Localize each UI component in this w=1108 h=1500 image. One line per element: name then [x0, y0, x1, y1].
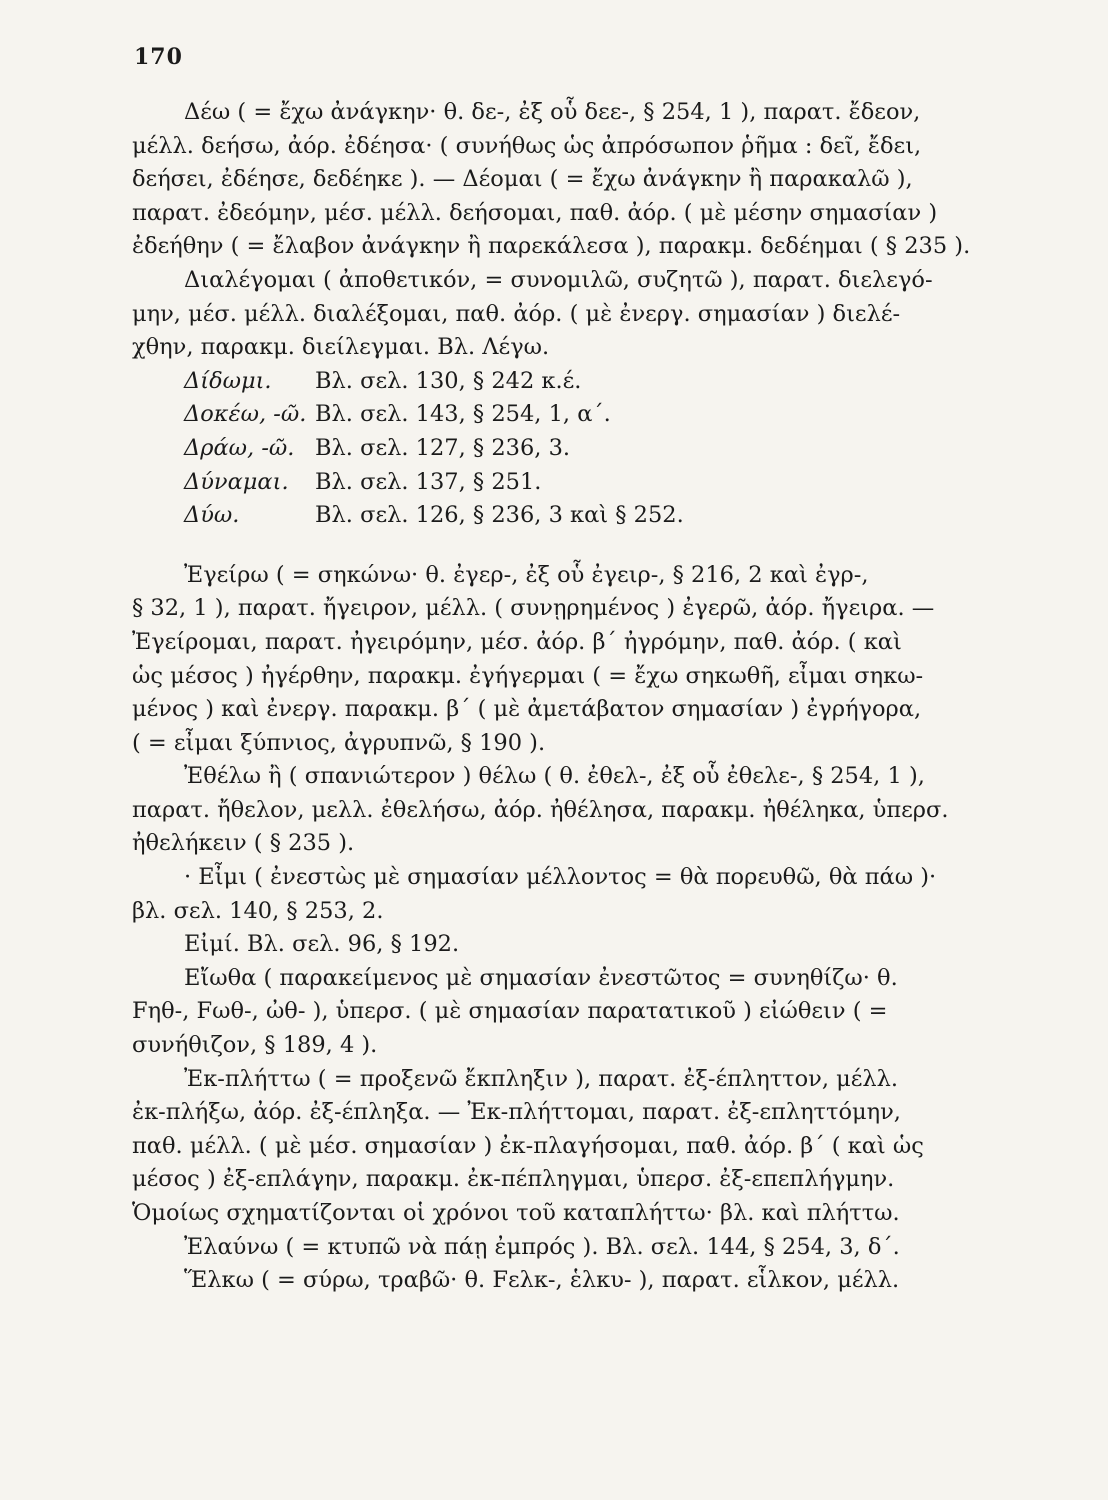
- text-line: ἐδεήθην ( = ἔλαβον ἀνάγκην ἢ παρεκάλεσα ), παρακμ. δεδέημαι ( § 235 ).: [132, 233, 971, 260]
- text-line: μέλλ. δεήσω, ἀόρ. ἐδέησα· ( συνήθως ὡς ἀπρόσωπον ῥῆμα : δεῖ, ἔδει,: [132, 132, 922, 159]
- text-line: Ἐγείρω ( = σηκώνω· θ. ἐγερ-, ἐξ οὗ ἐγειρ-, § 216, 2 καὶ ἐγρ-,: [184, 561, 869, 588]
- text-line: παθ. μέλλ. ( μὲ μέσ. σημασίαν ) ἐκ-πλαγήσομαι, παθ. ἀόρ. β΄ ( καὶ ὡς: [132, 1132, 924, 1159]
- lemma: Δύω.: [184, 502, 240, 529]
- entry-elauno: [132, 1231, 984, 1265]
- text-line: Ἐκ-πλήττω ( = προξενῶ ἔκπληξιν ), παρατ. ἐξ-έπληττον, μέλλ.: [184, 1065, 899, 1092]
- text-line: χθην, παρακμ. διείλεγμαι. Βλ. Λέγω.: [132, 334, 550, 361]
- lemma: Δοκέω, -ῶ.: [184, 401, 307, 428]
- page-number: 170: [134, 44, 183, 70]
- text-line: Ὁμοίως σχηματίζονται οἱ χρόνοι τοῦ καταπλήττω· βλ. καὶ πλήττω.: [132, 1200, 900, 1226]
- text-line: δεήσει, ἐδέησε, δεδέηκε ). — Δέομαι ( = ἔχω ἀνάγκην ἢ παρακαλῶ ),: [132, 166, 913, 193]
- text-line: Ἐγείρομαι, παρατ. ἠγειρόμην, μέσ. ἀόρ. β΄ ἠγρόμην, παθ. ἀόρ. ( καὶ: [132, 628, 902, 655]
- text-body: [132, 96, 984, 1298]
- entry-eimi: [132, 861, 984, 928]
- text-line: Διαλέγομαι ( ἀποθετικόν, = συνομιλῶ, συζητῶ ), παρατ. διελεγό-: [184, 266, 933, 293]
- entry-deo: [132, 96, 984, 264]
- reference: Βλ. σελ. 130, § 242 κ.έ.: [315, 367, 582, 394]
- text-line: Εἰμί. Βλ. σελ. 96, § 192.: [184, 931, 460, 958]
- text-line: μην, μέσ. μέλλ. διαλέξομαι, παθ. ἀόρ. ( μὲ ἐνεργ. σημασίαν ) διελέ-: [132, 300, 901, 327]
- reference-line: [132, 466, 984, 500]
- text-line: Fηθ-, Fωθ-, ὠθ- ), ὑπερσ. ( μὲ σημασίαν παρατατικοῦ ) εἰώθειν ( =: [132, 998, 888, 1025]
- reference: Βλ. σελ. 127, § 236, 3.: [315, 434, 571, 461]
- text-line: Ἕλκω ( = σύρω, τραβῶ· θ. Fελκ-, ἑλκυ- ), παρατ. εἷλκον, μέλλ.: [184, 1267, 900, 1294]
- reference-line: [132, 432, 984, 466]
- entry-elko: [132, 1264, 984, 1298]
- reference: Βλ. σελ. 126, § 236, 3 καὶ § 252.: [315, 502, 684, 529]
- text-line: ἐκ-πλήξω, ἀόρ. ἐξ-έπληξα. — Ἐκ-πλήττομαι, παρατ. ἐξ-επληττόμην,: [132, 1099, 901, 1126]
- entry-egeiro: [132, 559, 984, 761]
- lemma: Δράω, -ῶ.: [184, 434, 295, 461]
- text-line: · Εἶμι ( ἐνεστὼς μὲ σημασίαν μέλλοντος = θὰ πορευθῶ, θὰ πάω )·: [184, 864, 937, 891]
- text-line: ἠθελήκειν ( § 235 ).: [132, 830, 355, 857]
- text-line: § 32, 1 ), παρατ. ἤγειρον, μέλλ. ( συνῃρημένος ) ἐγερῶ, ἀόρ. ἤγειρα. —: [132, 595, 935, 622]
- entry-eiotha: [132, 962, 984, 1063]
- reference: Βλ. σελ. 137, § 251.: [315, 468, 542, 495]
- cross-references: [132, 365, 984, 533]
- reference-line: [132, 365, 984, 399]
- text-line: Ἐλαύνω ( = κτυπῶ νὰ πάῃ ἐμπρός ). Βλ. σελ. 144, § 254, 3, δ΄.: [184, 1233, 900, 1260]
- text-line: μέσος ) ἐξ-επλάγην, παρακμ. ἐκ-πέπληγμαι, ὑπερσ. ἐξ-επεπλήγμην.: [132, 1166, 895, 1193]
- text-line: παρατ. ἐδεόμην, μέσ. μέλλ. δεήσομαι, παθ. ἀόρ. ( μὲ μέσην σημασίαν ): [132, 199, 938, 226]
- reference-line: [132, 499, 984, 533]
- text-line: Ἐθέλω ἢ ( σπανιώτερον ) θέλω ( θ. ἐθελ-, ἐξ οὗ ἐθελε-, § 254, 1 ),: [184, 763, 925, 790]
- reference: Βλ. σελ. 143, § 254, 1, α΄.: [315, 401, 611, 428]
- text-line: Εἴωθα ( παρακείμενος μὲ σημασίαν ἐνεστῶτος = συνηθίζω· θ.: [184, 964, 898, 991]
- text-line: Δέω ( = ἔχω ἀνάγκην· θ. δε-, ἐξ οὗ δεε-, § 254, 1 ), παρατ. ἔδεον,: [184, 99, 921, 125]
- entry-eimi-be: [132, 928, 984, 962]
- text-line: παρατ. ἤθελον, μελλ. ἐθελήσω, ἀόρ. ἠθέλησα, παρακμ. ἠθέληκα, ὑπερσ.: [132, 796, 949, 823]
- text-line: ( = εἶμαι ξύπνιος, ἀγρυπνῶ, § 190 ).: [132, 729, 546, 756]
- entry-dialegomai: [132, 264, 984, 365]
- text-line: βλ. σελ. 140, § 253, 2.: [132, 897, 384, 924]
- text-line: συνήθιζον, § 189, 4 ).: [132, 1032, 378, 1059]
- text-line: μένος ) καὶ ἐνεργ. παρακμ. β΄ ( μὲ ἀμετάβατον σημασίαν ) ἐγρήγορα,: [132, 696, 922, 723]
- text-line: ὡς μέσος ) ἠγέρθην, παρακμ. ἐγήγερμαι ( = ἔχω σηκωθῆ, εἶμαι σηκω-: [132, 662, 924, 689]
- reference-line: [132, 398, 984, 432]
- lemma: Δύναμαι.: [184, 468, 289, 495]
- lemma: Δίδωμι.: [184, 367, 272, 394]
- section-gap: [132, 533, 984, 559]
- entry-ethelo: [132, 760, 984, 861]
- entry-ekplitto: [132, 1063, 984, 1231]
